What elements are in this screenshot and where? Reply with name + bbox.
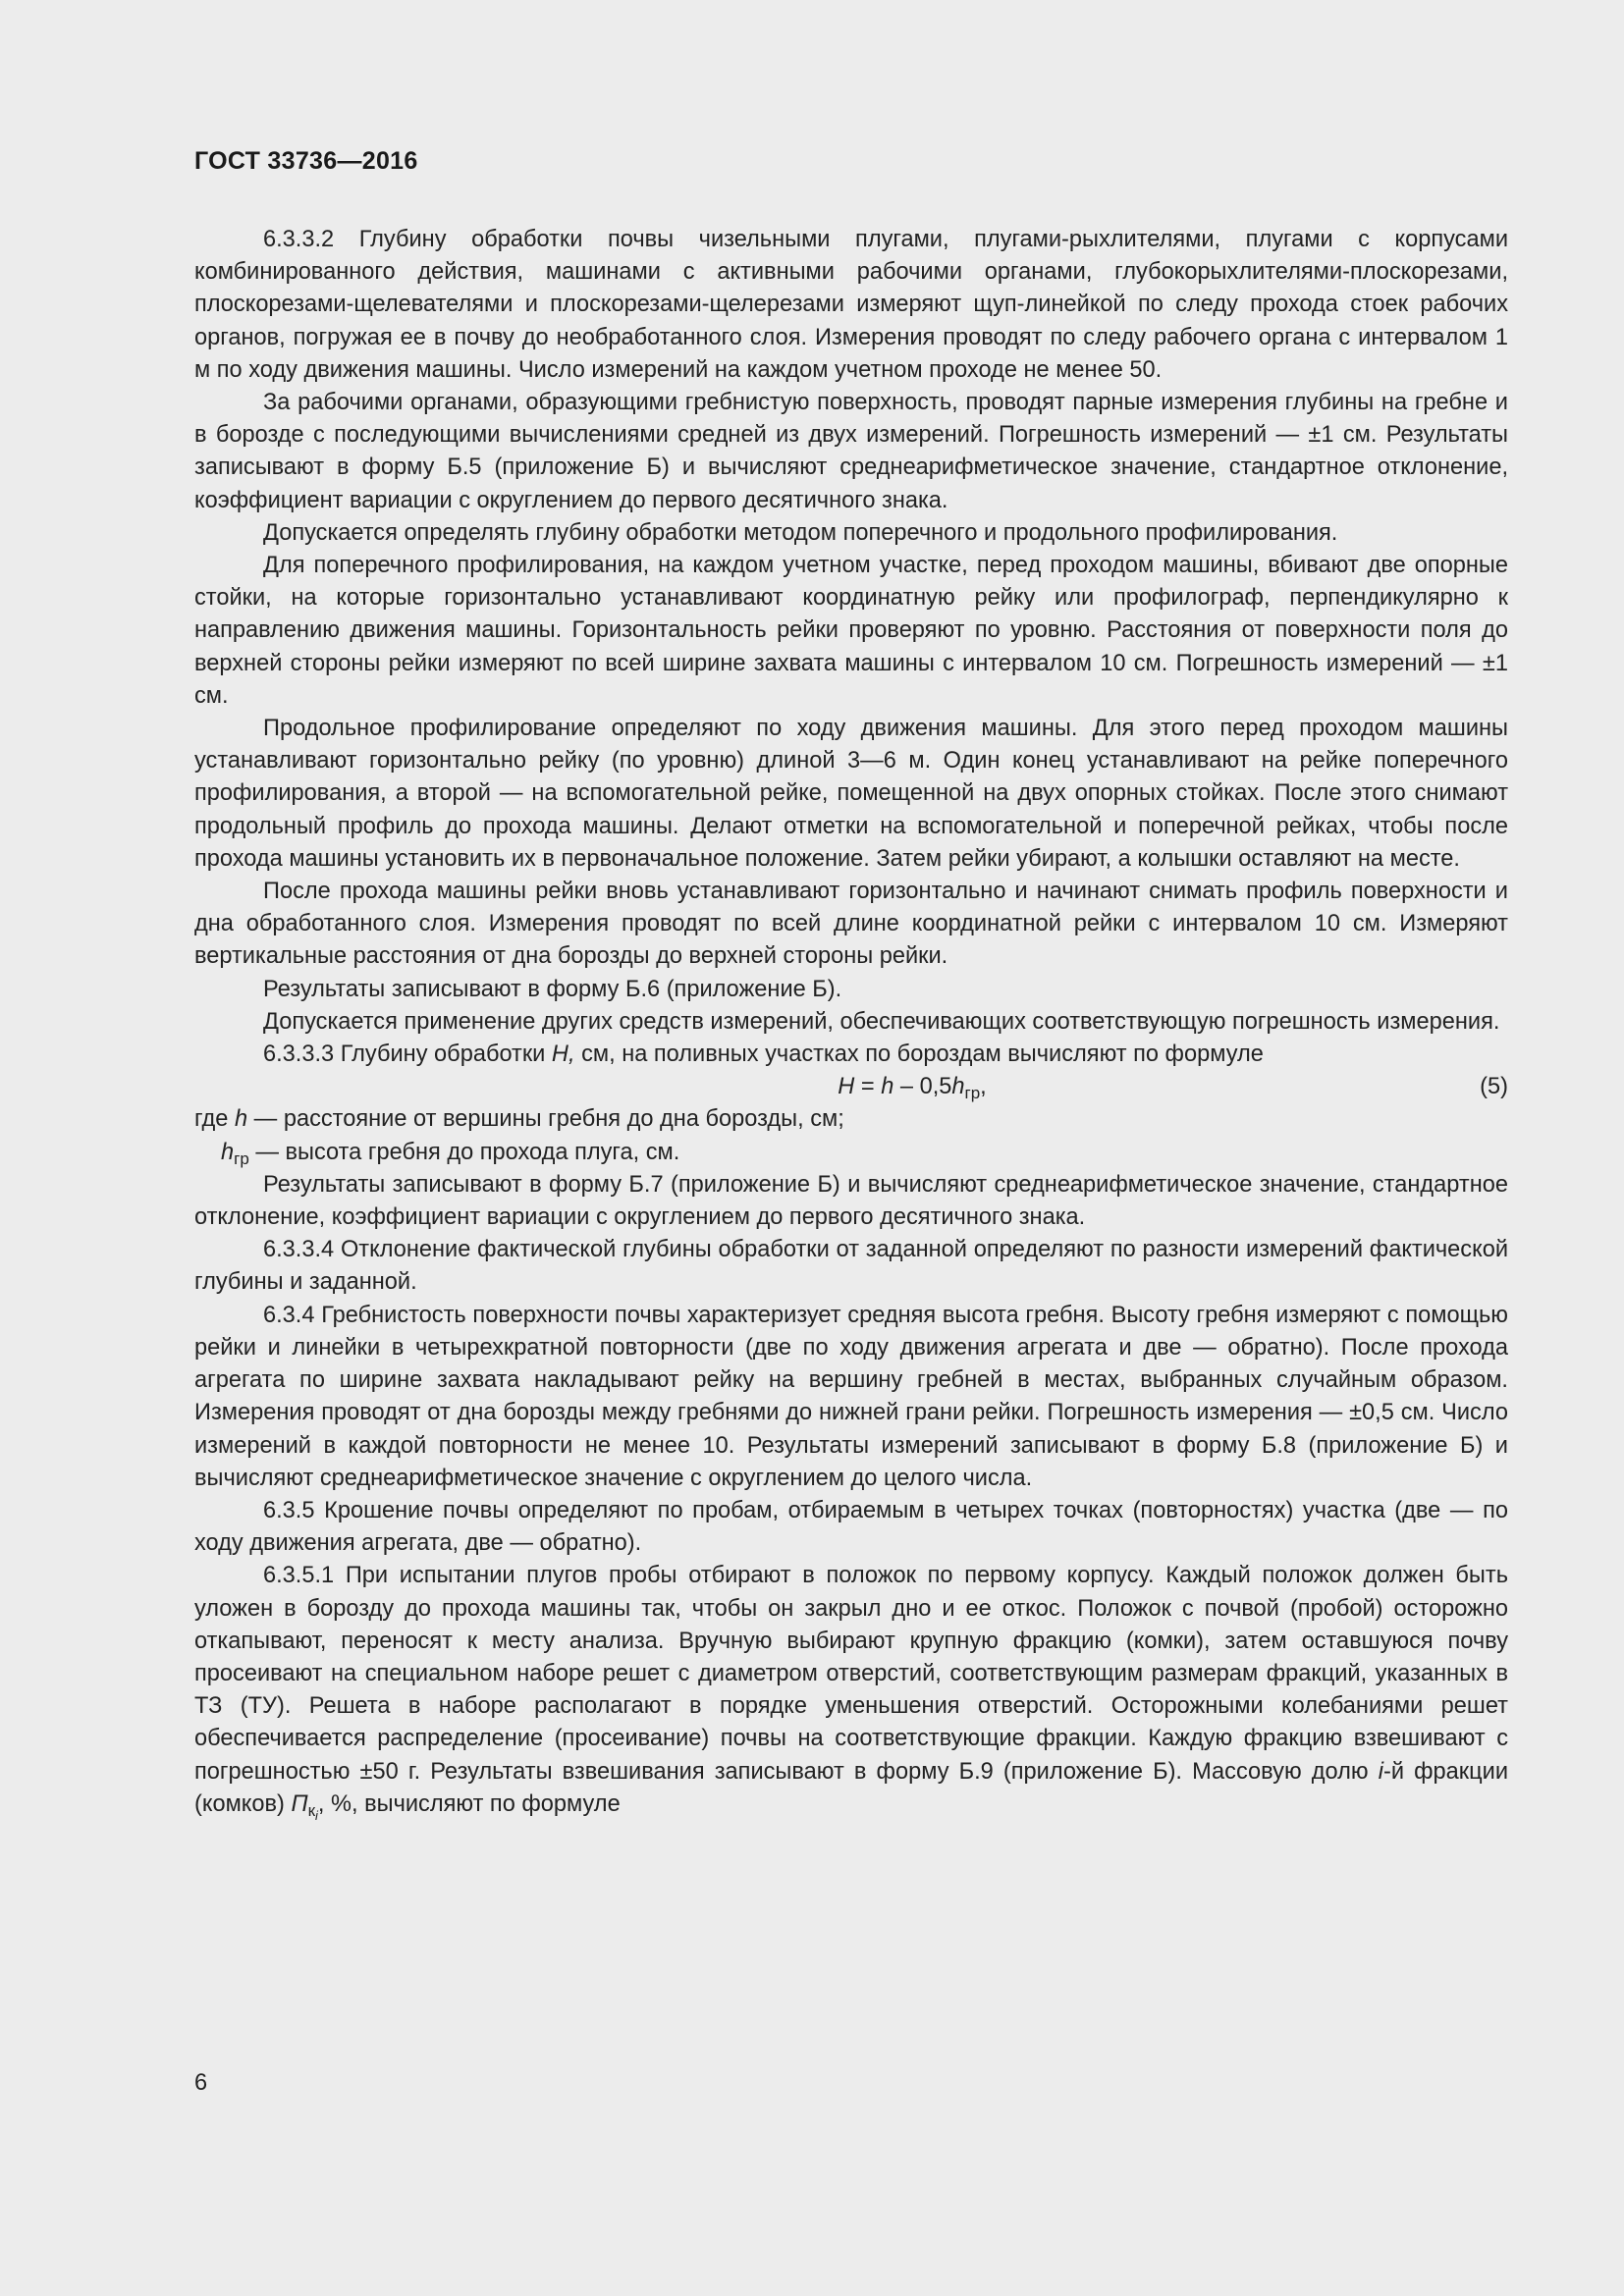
- formula-expression: $Н = h - 0,5h_{гр}$,: [838, 1074, 987, 1103]
- paragraph: Результаты записывают в форму Б.6 (приложение Б).: [263, 976, 842, 1002]
- paragraph: 6.3.3.4 Отклонение фактической глубины обработки от заданной определяют по разности измерений фактической глубины и заданной.: [194, 1237, 1508, 1296]
- equation-number: (5): [1480, 1074, 1508, 1100]
- paragraph: 6.3.5 Крошение почвы определяют по пробам, отбираемым в четырех точках (повторностях) участка (две — по ходу движения агрегата, две — обратно).: [194, 1497, 1508, 1557]
- paragraph-formula-intro: 6.3.3.3 Глубину обработки Н, см, на поливных участках по бороздам вычисляют по формуле: [263, 1041, 1264, 1068]
- paragraph: После прохода машины рейки вновь устанавливают горизонтально и начинают снимать профиль поверхности и дна обработанного слоя. Измерения проводят по всей длине координатной рейки с интервалом 10 см. Измеряют вертикальные расстояния от дна борозды до верхней стороны рейки.: [194, 879, 1508, 970]
- paragraph: 6.3.3.2 Глубину обработки почвы чизельными плугами, плугами-рыхлителями, плугами с корпусами комбинированного действия, машинами с активными рабочими органами, глубокорыхлителями-плоскорезами, плоскорезами-щелевателями и плоскорезами-щелерезами измеряют щуп-линейкой по следу прохода стоек рабочих органов, погружая ее в почву до необработанного слоя. Измерения проводят по следу рабочего органа с интервалом 1 м по ходу движения машины. Число измерений на каждом учетном проходе не менее 50.: [194, 227, 1508, 383]
- paragraph: 6.3.5.1 При испытании плугов пробы отбирают в положок по первому корпусу. Каждый положок должен быть уложен в борозду до прохода машины так, чтобы он закрыл дно и ее откос. Положок с почвой (пробой) осторожно откапывают, переносят к месту анализа. Вручную выбирают крупную фракцию (комки), затем оставшуюся почву просеивают на специальном наборе решет с диаметром отверстий, соответствующим размерам фракций, указанных в ТЗ (ТУ). Решета в наборе располагают в порядке уменьшения отверстий. Осторожными колебаниями решет обеспечивается распределение (просеивание) почвы на соответствующие фракции. Каждую фракцию взвешивают с погрешностью ±50 г. Результаты взвешивания записывают в форму Б.9 (приложение Б). Массовую долю i-й фракции (комков) $П_{к_i}$, %, вычисляют по формуле: [194, 1563, 1508, 1823]
- document-header: ГОСТ 33736—2016: [194, 147, 418, 175]
- paragraph: 6.3.4 Гребнистость поверхности почвы характеризует средняя высота гребня. Высоту гребня измеряют с помощью рейки и линейки в четырехкратной повторности (две по ходу движения агрегата и две — обратно). После прохода агрегата по ширине захвата накладывают рейку на вершину гребней в местах, выбранных случайным образом. Измерения проводят от дна борозды между гребнями до нижней грани рейки. Погрешность измерения — ±0,5 см. Число измерений в каждой повторности не менее 10. Результаты измерений записывают в форму Б.8 (приложение Б) и вычисляют среднеарифметическое значение с округлением до целого числа.: [194, 1302, 1508, 1491]
- paragraph: Продольное профилирование определяют по ходу движения машины. Для этого перед проходом машины устанавливают горизонтально рейку (по уровню) длиной 3—6 м. Один конец устанавливают на рейке поперечного профилирования, а второй — на вспомогательной рейке, помещенной на двух опорных стойках. После этого снимают продольный профиль до прохода машины. Делают отметки на вспомогательной и поперечной рейках, чтобы после прохода машины установить их в первоначальное положение. Затем рейки убирают, а колышки оставляют на месте.: [194, 716, 1508, 872]
- paragraph: За рабочими органами, образующими гребнистую поверхность, проводят парные измерения глубины на гребне и в борозде с последующими вычислениями средней из двух измерений. Погрешность измерений — ±1 см. Результаты записывают в форму Б.5 (приложение Б) и вычисляют среднеарифметическое значение, стандартное отклонение, коэффициент вариации с округлением до первого десятичного знака.: [194, 390, 1508, 513]
- definition-h: где h — расстояние от вершины гребня до дна борозды, см;: [194, 1106, 844, 1133]
- formula-5: [194, 1071, 1508, 1103]
- definition-hgr: $h_{гр}$ — высота гребня до прохода плуга, см.: [221, 1139, 680, 1168]
- document-body: [194, 224, 1508, 1821]
- paragraph: Допускается применение других средств измерений, обеспечивающих соответствующую погрешность измерения.: [263, 1008, 1500, 1035]
- paragraph: Результаты записывают в форму Б.7 (приложение Б) и вычисляют среднеарифметическое значение, стандартное отклонение, коэффициент вариации с округлением до первого десятичного знака.: [194, 1171, 1508, 1231]
- page-number: 6: [194, 2070, 208, 2096]
- paragraph: Для поперечного профилирования, на каждом учетном участке, перед проходом машины, вбивают две опорные стойки, на которые горизонтально устанавливают координатную рейку или профилограф, перпендикулярно к направлению движения машины. Горизонтальность рейки проверяют по уровню. Расстояния от поверхности поля до верхней стороны рейки измеряют по всей ширине захвата машины с интервалом 10 см. Погрешность измерений — ±1 см.: [194, 553, 1508, 709]
- paragraph: Допускается определять глубину обработки методом поперечного и продольного профилирования.: [263, 519, 1338, 546]
- variable-H: Н,: [551, 1041, 575, 1068]
